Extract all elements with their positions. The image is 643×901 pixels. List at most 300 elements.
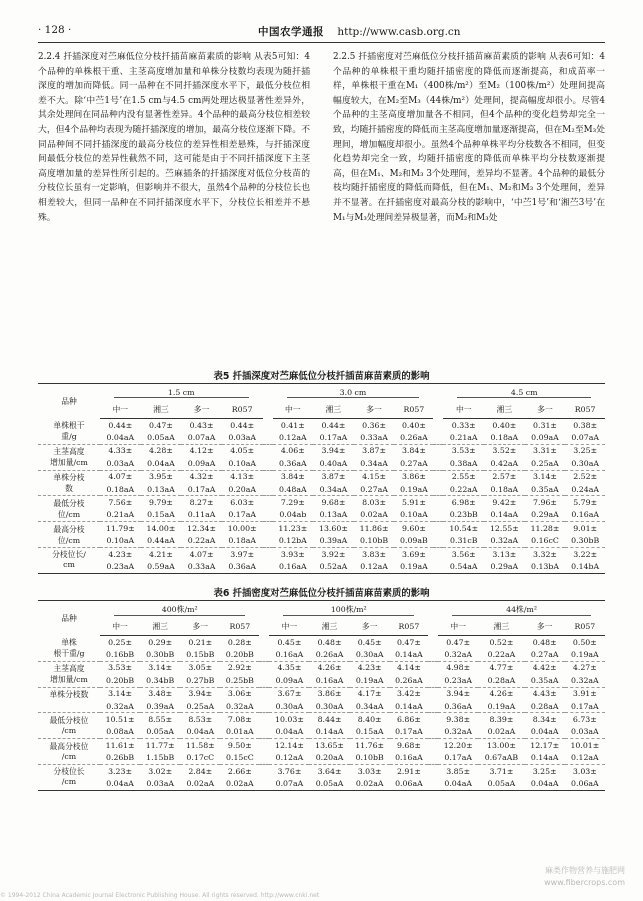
mean-cell: 4.33± [108,446,133,456]
sd-cell: 0.18aA [484,431,525,444]
sd-cell: 0.42aA [484,457,525,470]
sd-cell: 0.32aA [220,700,259,713]
mean-cell: 14.00± [146,523,176,533]
mean-cell: 0.21± [188,637,213,647]
sd-cell: 0.14bA [565,560,605,573]
sd-cell: 0.32aA [438,648,478,661]
mean-cell: 2.57± [492,472,517,482]
sd-cell: 0.09aA [525,431,566,444]
sd-cell: 0.09aA [269,674,309,687]
row-label: 单株 [61,638,77,648]
row-label-unit: cm [38,560,100,573]
mean-cell: 4.26± [317,663,342,673]
mean-cell: 8.40± [357,715,382,725]
sd-cell: 0.04aA [438,777,478,790]
sd-cell: 0.36aA [273,457,314,470]
mean-cell: 6.03± [230,498,255,508]
sd-cell: 0.02aA [354,509,395,522]
sd-cell: 0.15aA [141,509,182,522]
mean-cell: 4.14± [396,663,421,673]
mean-cell: 3.06± [227,689,252,699]
mean-cell: 13.60± [319,523,348,533]
mean-cell: 3.92± [321,549,346,559]
mean-cell: 2.91± [396,766,421,776]
mean-cell: 10.03± [275,715,304,725]
variety-header: 中一 [269,618,309,636]
mean-cell: 0.47± [148,420,173,430]
group-header: 4.5 cm [443,384,605,402]
mean-cell: 4.28± [148,446,173,456]
sd-cell: 0.04aA [100,777,140,790]
left-column-text: 2.2.4 扦插深度对苎麻低位分枝扦插苗麻苗素质的影响 从表5可知：4个品种的单株根干重、主茎高度增加量和单株分枝数均表现为随扦插深度的增加而降低。同一品种在不同扦插深度水平下，最低分枝位相差不大。除‘中苎1号’在1.5 cm与4.5 cm两处理达极显著性差异外，其余处理间在同品种内没有显著性差异。4个品种的最高分枝位相差较大，但4个品种均表现为随扦插深度的增加，最高分枝位逐渐下降。不同品种间不同扦插深度的最高分枝位的差异性相差悬殊，与扦插深度间最低分枝位的差异性截然不同，这可能是由于不同扦插深度下主茎高度增加量的差异性所引起的。苎麻插条的扦插深度对低位分枝苗的分枝位长虽有一定影响，但影响并不很大，虽然4个品种的分枝位长也相差较大，但同一品种在不同扦插深度水平下，分枝位长相差并不悬殊。 [38,52,310,223]
mean-cell: 2.84± [188,766,213,776]
sd-cell: 0.54aA [443,560,484,573]
mean-cell: 2.55± [451,472,476,482]
sd-cell: 0.17aA [181,483,222,496]
variety-header: 中一 [100,618,140,636]
mean-cell: 3.13± [492,549,517,559]
sd-cell: 0.30bB [565,535,605,548]
mean-cell: 0.47± [396,637,421,647]
sd-cell: 0.32aA [565,674,605,687]
row-label: 主茎高度 [53,447,85,457]
mean-cell: 7.96± [533,498,557,508]
mean-cell: 0.28± [227,637,252,647]
group-header: 400株/m² [100,601,259,619]
mean-cell: 6.86± [396,715,421,725]
mean-cell: 4.98± [446,663,471,673]
sd-cell: 0.12aA [565,752,605,765]
mean-cell: 13.65± [315,740,344,750]
mean-cell: 9.60± [401,523,426,533]
sd-cell: 0.22aA [478,648,524,661]
sd-cell: 0.04ab [273,509,314,522]
mean-cell: 0.45± [357,637,382,647]
sd-cell: 0.13aA [141,483,182,496]
row-label-unit: /cm [38,777,100,790]
mean-cell: 0.45± [277,637,302,647]
mean-cell: 8.44± [317,715,342,725]
mean-cell: 4.35± [277,663,302,673]
mean-cell: 4.15± [362,472,387,482]
mean-cell: 0.44± [230,420,255,430]
sd-cell: 0.01aA [220,726,259,739]
mean-cell: 4.23± [357,663,382,673]
mean-cell: 3.85± [446,766,471,776]
mean-cell: 8.53± [188,715,213,725]
mean-cell: 3.22± [573,549,598,559]
variety-header: 湘三 [484,401,525,419]
mean-cell: 3.94± [188,689,213,699]
variety-header: 中一 [443,401,484,419]
mean-cell: 11.77± [145,740,175,750]
sd-cell: 0.20bB [100,674,140,687]
mean-cell: 9.38± [446,715,471,725]
mean-cell: 4.43± [532,689,557,699]
sd-cell: 0.32aA [438,726,478,739]
watermark-title: 麻类作物营养与施肥网 [545,866,625,875]
mean-cell: 4.12± [189,446,214,456]
mean-cell: 3.87± [362,446,387,456]
mean-cell: 10.54± [449,523,479,533]
sd-cell: 0.04aA [525,726,565,739]
sd-cell: 0.08aA [100,726,140,739]
mean-cell: 3.84± [401,446,426,456]
sd-cell: 0.36aA [222,560,263,573]
mean-cell: 0.40± [492,420,517,430]
sd-cell: 0.02aA [350,777,390,790]
sd-cell: 0.21aA [443,431,484,444]
row-label-unit: 位/cm [38,509,100,522]
mean-cell: 3.03± [357,766,382,776]
sd-cell: 0.25bB [220,674,259,687]
mean-cell: 2.52± [573,472,598,482]
sd-cell: 0.03aA [222,431,263,444]
sd-cell: 0.35aA [525,674,565,687]
variety-header: 中一 [100,401,141,419]
mean-cell: 3.14± [108,689,132,699]
mean-cell: 3.86± [317,689,342,699]
variety-header: R057 [390,618,428,636]
mean-cell: 3.93± [280,549,305,559]
row-label: 最高分枝位 [49,741,89,751]
row-label-unit: 数 [38,483,100,496]
row-label: 最低分枝位 [49,715,89,725]
mean-cell: 0.33± [451,420,476,430]
mean-cell: 7.56± [108,498,133,508]
sd-cell: 0.12bA [273,535,314,548]
mean-cell: 9.42± [492,498,517,508]
mean-cell: 0.44± [108,420,133,430]
mean-cell: 3.53± [108,663,132,673]
sd-cell: 0.14aA [525,752,565,765]
sd-cell: 0.29aA [484,560,525,573]
running-header [38,22,605,44]
sd-cell: 0.05aA [309,777,349,790]
mean-cell: 4.06± [280,446,305,456]
sd-cell: 0.18aA [100,483,141,496]
sd-cell: 0.12aA [273,431,314,444]
variety-header: 多一 [350,618,390,636]
mean-cell: 8.39± [489,715,514,725]
sd-cell: 0.20bB [220,648,259,661]
journal-name: 中国农学通报 [258,26,324,38]
sd-cell: 0.14aA [390,700,428,713]
mean-cell: 0.50± [572,637,597,647]
sd-cell: 0.17aA [438,752,478,765]
sd-cell: 0.30aA [309,700,349,713]
sd-cell: 0.17aA [222,509,263,522]
sd-cell: 0.38aA [443,457,484,470]
variety-header: 湘三 [309,618,349,636]
mean-cell: 9.79± [148,498,173,508]
sd-cell: 0.34aA [354,457,395,470]
sd-cell: 0.14aA [309,726,349,739]
sd-cell: 0.23aA [438,674,478,687]
mean-cell: 0.25± [108,637,132,647]
sd-cell: 0.34bB [140,674,180,687]
sd-cell: 0.17aA [390,726,428,739]
corner-header: 品种 [38,384,100,419]
sd-cell: 0.34aA [350,700,390,713]
mean-cell: 3.53± [451,446,476,456]
group-header: 3.0 cm [273,384,434,402]
sd-cell: 0.28aA [478,674,524,687]
row-label-unit: /cm [38,752,100,765]
watermark-url: www.fibercrops.com [544,878,625,887]
mean-cell: 4.17± [357,689,382,699]
sd-cell: 0.26aA [394,431,433,444]
mean-cell: 12.14± [275,740,304,750]
sd-cell: 0.26aA [390,674,428,687]
sd-cell: 0.30aA [350,648,390,661]
mean-cell: 9.68± [321,498,346,508]
sd-cell: 0.32aA [484,535,525,548]
sd-cell: 0.09aA [181,457,222,470]
variety-header: 湘三 [140,618,180,636]
group-header: 100株/m² [269,601,428,619]
mean-cell: 3.87± [321,472,346,482]
sd-cell: 0.20aA [222,483,263,496]
sd-cell: 0.16bB [100,648,140,661]
mean-cell: 3.94± [321,446,346,456]
mean-cell: 8.55± [148,715,173,725]
sd-cell: 0.33aA [354,431,395,444]
mean-cell: 4.05± [230,446,255,456]
sd-cell: 0.05aA [478,777,524,790]
sd-cell: 0.02aA [180,777,220,790]
variety-header: 多一 [525,401,566,419]
sd-cell: 0.39aA [313,535,354,548]
row-label: 单株根干 [53,421,85,431]
sd-cell: 0.16aA [565,509,605,522]
mean-cell: 0.40± [401,420,426,430]
table6 [38,600,605,791]
mean-cell: 3.91± [572,689,597,699]
sd-cell: 0.19aA [394,483,433,496]
row-label: 最低分枝 [53,498,85,508]
mean-cell: 11.61± [105,740,135,750]
sd-cell: 0.35aA [525,483,566,496]
sd-cell: 0.30aA [269,700,309,713]
mean-cell: 7.29± [280,498,305,508]
sd-cell: 0.16aA [269,648,309,661]
sd-cell: 0.05aA [140,726,180,739]
sd-cell: 0.16aA [309,674,349,687]
sd-cell: 0.16aA [390,752,428,765]
mean-cell: 0.48± [532,637,557,647]
sd-cell: 0.15bB [180,648,220,661]
sd-cell: 0.31cB [443,535,484,548]
sd-cell: 0.24aA [565,483,605,496]
sd-cell: 0.22aA [443,483,484,496]
body-columns [38,50,605,368]
mean-cell: 4.23± [108,549,133,559]
sd-cell: 0.17aA [313,431,354,444]
mean-cell: 2.66± [227,766,252,776]
sd-cell: 0.10bB [354,535,395,548]
mean-cell: 0.41± [280,420,305,430]
mean-cell: 3.83± [362,549,387,559]
sd-cell: 0.13bA [525,560,566,573]
mean-cell: 0.48± [317,637,342,647]
sd-cell: 0.19aA [394,560,433,573]
sd-cell: 0.48aA [273,483,314,496]
sd-cell: 0.07aA [565,431,605,444]
row-label: 主茎高度 [53,664,85,674]
sd-cell: 0.10aA [222,457,263,470]
mean-cell: 4.07± [189,549,214,559]
mean-cell: 13.00± [487,740,516,750]
sd-cell: 0.34aA [313,483,354,496]
variety-header: R057 [565,618,605,636]
variety-header: 多一 [354,401,395,419]
sd-cell: 0.26aA [309,648,349,661]
sd-cell: 0.19aA [350,674,390,687]
mean-cell: 11.86± [359,523,389,533]
sd-cell: 0.29aA [525,509,566,522]
sd-cell: 0.18aA [484,483,525,496]
sd-cell: 0.27bB [180,674,220,687]
mean-cell: 7.08± [227,715,252,725]
journal-header [258,24,461,39]
mean-cell: 4.13± [230,472,255,482]
sd-cell: 0.06aA [390,777,428,790]
row-label-unit: 根干重/g [38,648,100,661]
mean-cell: 5.79± [573,498,598,508]
sd-cell: 0.27aA [394,457,433,470]
variety-header: R057 [222,401,263,419]
sd-cell: 1.15bB [140,752,180,765]
mean-cell: 11.79± [105,523,135,533]
mean-cell: 4.07± [108,472,133,482]
sd-cell: 0.17cC [180,752,220,765]
mean-cell: 8.03± [362,498,387,508]
sd-cell: 0.04aA [269,726,309,739]
mean-cell: 11.58± [185,740,215,750]
sd-cell: 0.32aA [100,700,140,713]
row-label: 分枝位长/ [52,550,86,560]
mean-cell: 4.26± [489,689,514,699]
mean-cell: 3.56± [451,549,476,559]
variety-header: 中一 [273,401,314,419]
mean-cell: 3.02± [148,766,173,776]
variety-header: R057 [565,401,605,419]
mean-cell: 3.71± [489,766,514,776]
sd-cell: 0.27aA [525,648,565,661]
mean-cell: 0.31± [533,420,557,430]
sd-cell: 0.20aA [309,752,349,765]
mean-cell: 10.01± [570,740,600,750]
mean-cell: 4.21± [148,549,173,559]
table5-caption: 表5 扦插深度对苎麻低位分枝扦插苗麻苗素质的影响 [213,371,430,382]
mean-cell: 9.50± [227,740,252,750]
mean-cell: 0.29± [148,637,173,647]
sd-cell: 0.04aA [141,457,182,470]
mean-cell: 0.52± [489,637,514,647]
mean-cell: 3.42± [396,689,421,699]
row-label-unit: 增加量/cm [38,457,100,470]
mean-cell: 0.47± [446,637,471,647]
sd-cell: 0.44aA [141,535,182,548]
sd-cell: 0.25aA [180,700,220,713]
sd-cell: 0.07aA [181,431,222,444]
mean-cell: 3.23± [108,766,132,776]
mean-cell: 4.32± [189,472,214,482]
mean-cell: 9.01± [573,523,598,533]
row-label-unit: 增加量/cm [38,674,100,687]
sd-cell: 0.02aA [220,777,259,790]
sd-cell: 0.15aA [350,726,390,739]
sd-cell: 0.10aA [100,535,141,548]
row-label-unit: 位/cm [38,535,100,548]
sd-cell: 0.52aA [313,560,354,573]
mean-cell: 3.32± [533,549,557,559]
table6-caption: 表6 扦插密度对苎麻低位分枝扦插苗麻苗素质的影响 [213,588,430,599]
mean-cell: 11.76± [355,740,385,750]
sd-cell: 0.17aA [565,700,605,713]
sd-cell: 0.14aA [484,509,525,522]
mean-cell: 8.34± [532,715,557,725]
variety-header: 多一 [180,618,220,636]
mean-cell: 3.52± [492,446,517,456]
variety-header: 湘三 [141,401,182,419]
mean-cell: 3.86± [401,472,426,482]
sd-cell: 0.11aA [181,509,222,522]
page-number: · 128 · [38,24,72,36]
mean-cell: 12.20± [443,740,473,750]
sd-cell: 0.27aA [354,483,395,496]
sd-cell: 0.09aB [394,535,433,548]
sd-cell: 0.22aA [181,535,222,548]
sd-cell: 0.39aA [140,700,180,713]
sd-cell: 0.19aA [478,700,524,713]
mean-cell: 10.00± [227,523,257,533]
header-rule [38,42,605,43]
sd-cell: 0.30bB [140,648,180,661]
sd-cell: 0.40aA [313,457,354,470]
row-label: 最高分枝 [53,524,85,534]
mean-cell: 3.94± [446,689,471,699]
sd-cell: 0.67aAB [478,752,524,765]
mean-cell: 9.68± [396,740,421,750]
sd-cell: 0.10aA [394,509,433,522]
table5 [38,383,605,574]
mean-cell: 3.67± [277,689,302,699]
variety-header: 多一 [181,401,222,419]
mean-cell: 3.48± [148,689,173,699]
mean-cell: 8.27± [189,498,214,508]
mean-cell: 0.38± [573,420,598,430]
sd-cell: 0.12aA [354,560,395,573]
variety-header: 湘三 [478,618,524,636]
mean-cell: 3.97± [230,549,255,559]
sd-cell: 0.15cC [220,752,259,765]
sd-cell: 0.16aA [273,560,314,573]
mean-cell: 4.77± [489,663,514,673]
mean-cell: 0.44± [321,420,346,430]
row-label: 分枝位长 [53,767,85,777]
sd-cell: 0.05aA [141,431,182,444]
sd-cell: 0.26bB [100,752,140,765]
group-header: 1.5 cm [100,384,263,402]
mean-cell: 6.73± [572,715,597,725]
variety-header: R057 [394,401,433,419]
sd-cell: 0.25aA [525,457,566,470]
variety-header: R057 [220,618,259,636]
sd-cell: 0.59aA [141,560,182,573]
sd-cell: 0.03aA [140,777,180,790]
